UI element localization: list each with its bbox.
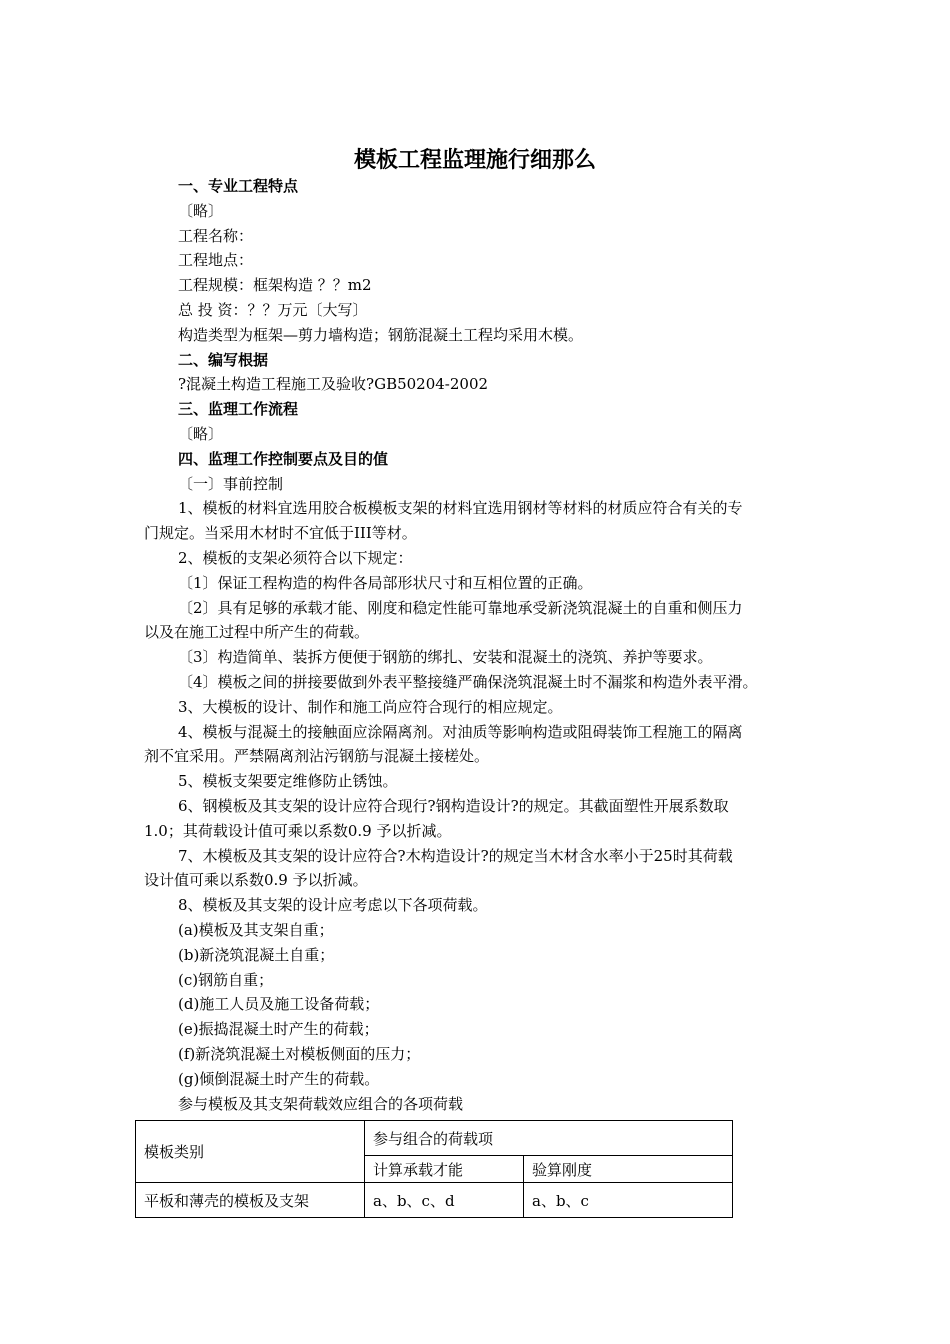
body-line: 〔3〕构造简单、装拆方便便于钢筋的绑扎、安装和混凝土的浇筑、养护等要求。 xyxy=(178,648,713,666)
body-line: 总 投 资：？？万元〔大写〕 xyxy=(178,301,368,319)
body-line: 3、大模板的设计、制作和施工尚应符合现行的相应规定。 xyxy=(178,698,563,716)
table-cell-stiffness: a、b、c xyxy=(524,1183,733,1218)
body-line: 5、模板支架要定维修防止锈蚀。 xyxy=(178,772,398,790)
document-title: 模板工程监理施行细那么 xyxy=(353,148,596,173)
body-line: 6、钢模板及其支架的设计应符合现行?钢构造设计?的规定。其截面塑性开展系数取 xyxy=(178,797,729,815)
body-line: 1.0；其荷载设计值可乘以系数0.9 予以折减。 xyxy=(144,822,452,840)
table-header-group: 参与组合的荷载项 xyxy=(365,1121,733,1156)
body-line: 设计值可乘以系数0.9 予以折减。 xyxy=(144,871,368,889)
body-line: 构造类型为框架—剪力墙构造；钢筋混凝土工程均采用木模。 xyxy=(178,326,584,344)
body-line: 4、模板与混凝土的接触面应涂隔离剂。对油质等影响构造或阻碍装饰工程施工的隔离 xyxy=(178,723,743,741)
body-line: (a)模板及其支架自重； xyxy=(178,921,334,939)
body-line: 〔4〕模板之间的拼接要做到外表平整接缝严确保浇筑混凝土时不漏浆和构造外表平滑。 xyxy=(178,673,758,691)
body-line: 8、模板及其支架的设计应考虑以下各项荷载。 xyxy=(178,896,488,914)
body-line: 参与模板及其支架荷载效应组合的各项荷载 xyxy=(178,1095,464,1113)
load-combination-table xyxy=(135,1120,733,1218)
body-line: (e)振捣混凝土时产生的荷载； xyxy=(178,1020,379,1038)
body-line: 工程名称： xyxy=(178,227,254,245)
table-subheader-strength: 计算承载才能 xyxy=(365,1156,524,1183)
body-line: 以及在施工过程中所产生的荷载。 xyxy=(144,623,370,641)
body-line: (b)新浇筑混凝土自重； xyxy=(178,946,335,964)
body-line: 〔一〕事前控制 xyxy=(178,475,284,493)
body-line: 工程地点： xyxy=(178,251,254,269)
body-line: (g)倾倒混凝土时产生的荷载。 xyxy=(178,1070,380,1088)
table-cell-strength: a、b、c、d xyxy=(365,1183,524,1218)
body-line: 〔2〕具有足够的承载才能、刚度和稳定性能可靠地承受新浇筑混凝土的自重和侧压力 xyxy=(178,599,743,617)
body-line: ?混凝土构造工程施工及验收?GB50204-2002 xyxy=(178,375,489,393)
body-line: 门规定。当采用木材时不宜低于III等材。 xyxy=(144,524,417,542)
table-header-category: 模板类别 xyxy=(136,1121,365,1183)
body-line: (c)钢筋自重； xyxy=(178,971,274,989)
body-line: 四、监理工作控制要点及目的值 xyxy=(178,450,389,468)
body-line: 〔1〕保证工程构造的构件各局部形状尺寸和互相位置的正确。 xyxy=(178,574,593,592)
body-line: (d)施工人员及施工设备荷载； xyxy=(178,995,380,1013)
table-subheader-stiffness: 验算刚度 xyxy=(524,1156,733,1183)
table-header-row xyxy=(136,1121,733,1156)
body-line: 剂不宜采用。严禁隔离剂沾污钢筋与混凝土接槎处。 xyxy=(144,747,490,765)
body-line: (f)新浇筑混凝土对模板侧面的压力； xyxy=(178,1045,421,1063)
body-line: 〔略〕 xyxy=(178,202,224,220)
body-line: 〔略〕 xyxy=(178,425,224,443)
body-line: 2、模板的支架必须符合以下规定： xyxy=(178,549,413,567)
body-line: 三、监理工作流程 xyxy=(178,400,299,418)
body-line: 二、编写根据 xyxy=(178,351,269,369)
body-line: 工程规模：框架构造 ？？m2 xyxy=(178,276,372,294)
body-line: 1、模板的材料宜选用胶合板模板支架的材料宜选用钢材等材料的材质应符合有关的专 xyxy=(178,499,743,517)
table-row xyxy=(136,1183,733,1218)
body-line: 7、木模板及其支架的设计应符合?木构造设计?的规定当木材含水率小于25时其荷载 xyxy=(178,847,733,865)
table-cell-category: 平板和薄壳的模板及支架 xyxy=(136,1183,365,1218)
body-line: 一、专业工程特点 xyxy=(178,177,299,195)
